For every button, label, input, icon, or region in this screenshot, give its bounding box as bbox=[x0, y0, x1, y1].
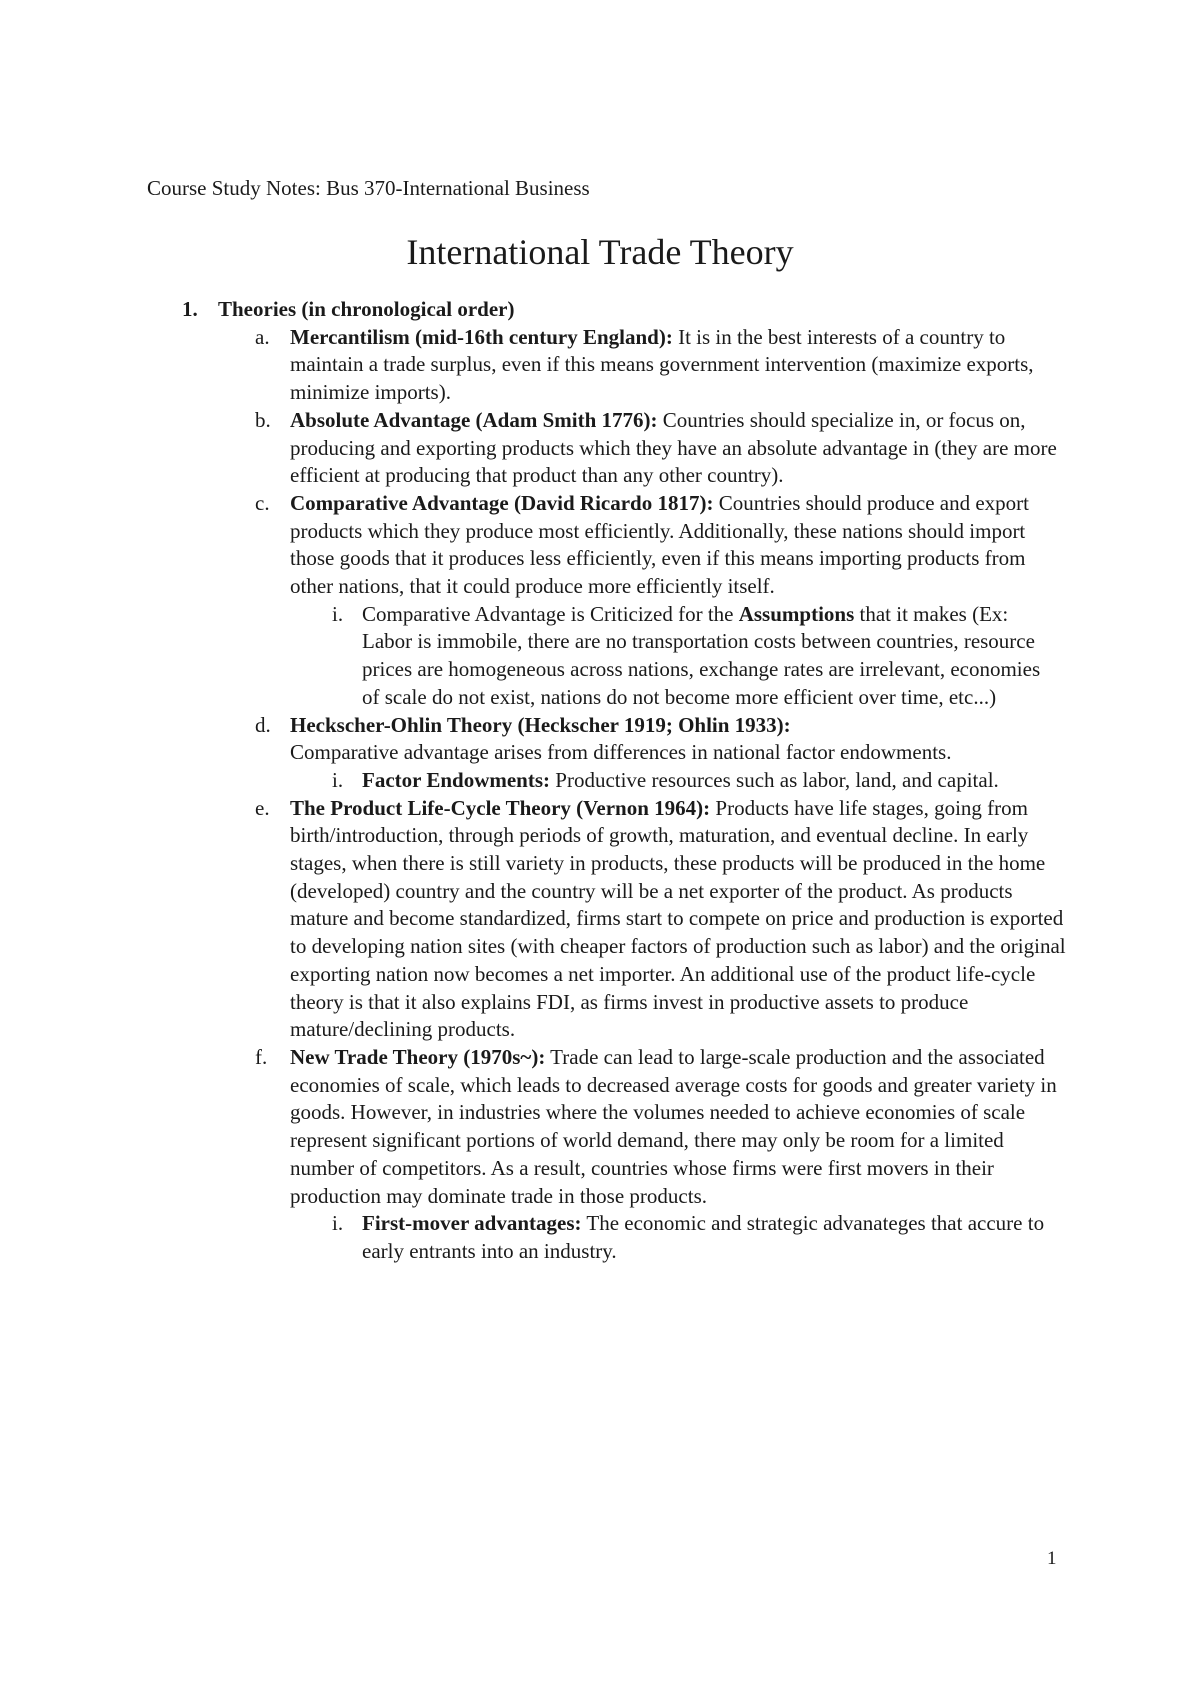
list-item-mercantilism bbox=[0, 324, 1070, 407]
section-number: 1. bbox=[182, 297, 198, 321]
item-text: Trade can lead to large-scale production and the associated economies of scale, which leads to decreased average costs for goods and greater variety in goods. However, in industries where the volumes needed to achieve economies of scale represent significant portions of world demand, there may only be room for a limited number of competitors. As a result, countries whose firms were first movers in their production may dominate trade in those products. bbox=[290, 1044, 1057, 1208]
list-item-absolute-advantage bbox=[0, 407, 1070, 490]
list-item-heckscher-ohlin bbox=[0, 712, 1070, 767]
sub-item-first-mover-advantages bbox=[0, 1210, 1062, 1265]
list-marker: a. bbox=[255, 324, 270, 349]
item-heading: Mercantilism (mid-16th century England): bbox=[290, 324, 673, 349]
section-heading bbox=[0, 296, 1058, 324]
section-heading-text: Theories (in chronological order) bbox=[218, 297, 515, 321]
list-marker: i. bbox=[332, 1211, 344, 1236]
sub-item-text: Comparative Advantage is Criticized for the bbox=[362, 601, 739, 626]
item-text: It is in the best interests of a country to maintain a trade surplus, even if this means government intervention (maximize exports, minimize imports). bbox=[290, 324, 1034, 405]
item-text: Products have life stages, going from birth/introduction, through periods of growth, maturation, and eventual decline. In early stages, when there is still variety in products, these products will be produced in the home (developed) country and the country will be a net exporter of the product. As products mature and become standardized, firms start to compete on price and production is exported to developing nation sites (with cheaper factors of production such as labor) and the original exporting nation now becomes a net importer. An additional use of the product life-cycle theory is that it also explains FDI, as firms invest in productive assets to produce mature/declining products. bbox=[290, 795, 1066, 1042]
list-marker: d. bbox=[255, 712, 271, 737]
item-heading: The Product Life-Cycle Theory (Vernon 1964): bbox=[290, 795, 711, 820]
list-marker: i. bbox=[332, 767, 344, 792]
sub-item-factor-endowments bbox=[0, 767, 1062, 795]
page-number: 1 bbox=[1047, 1548, 1057, 1569]
item-heading: Heckscher-Ohlin Theory (Heckscher 1919; Ohlin 1933): bbox=[290, 712, 791, 737]
list-item-comparative-advantage bbox=[0, 490, 1070, 601]
list-item-new-trade-theory bbox=[0, 1044, 1070, 1210]
list-item-product-life-cycle bbox=[0, 795, 1070, 1044]
sub-item-assumptions-criticism bbox=[0, 601, 1062, 712]
list-marker: b. bbox=[255, 407, 271, 432]
sub-item-text: The economic and strategic advanateges that accure to early entrants into an industry. bbox=[362, 1211, 1045, 1263]
sub-item-bold: First-mover advantages: bbox=[362, 1211, 582, 1236]
item-heading: Absolute Advantage (Adam Smith 1776): bbox=[290, 407, 658, 432]
sub-item-bold: Assumptions bbox=[738, 601, 855, 626]
item-heading: Comparative Advantage (David Ricardo 1817): bbox=[290, 490, 714, 515]
list-marker: f. bbox=[255, 1044, 268, 1069]
sub-item-bold: Factor Endowments: bbox=[362, 767, 551, 792]
sub-item-text: that it makes (Ex: Labor is immobile, there are no transportation costs between countries, resource prices are homogeneous across nations, exchange rates are irrelevant, economies of scale do not exist, nations do not become more efficient over time, etc...) bbox=[362, 601, 1041, 709]
course-header: Course Study Notes: Bus 370-International Business bbox=[147, 176, 590, 200]
list-marker: e. bbox=[255, 795, 270, 820]
list-marker: c. bbox=[255, 490, 270, 515]
document-body bbox=[0, 296, 1200, 1266]
item-text: Countries should specialize in, or focus on, producing and exporting products which they have an absolute advantage in (they are more efficient at producing that product than any other country). bbox=[290, 407, 1057, 488]
item-text: Countries should produce and export products which they produce most efficiently. Additionally, these nations should import those goods that it produces less efficiently, even if this means importing products from other nations, that it could produce more efficiently itself. bbox=[290, 490, 1029, 599]
document-title: International Trade Theory bbox=[406, 232, 794, 272]
sub-item-text: Productive resources such as labor, land, and capital. bbox=[550, 767, 999, 792]
item-text: Comparative advantage arises from differences in national factor endowments. bbox=[290, 740, 952, 765]
list-marker: i. bbox=[332, 601, 344, 626]
item-heading: New Trade Theory (1970s~): bbox=[290, 1044, 546, 1069]
